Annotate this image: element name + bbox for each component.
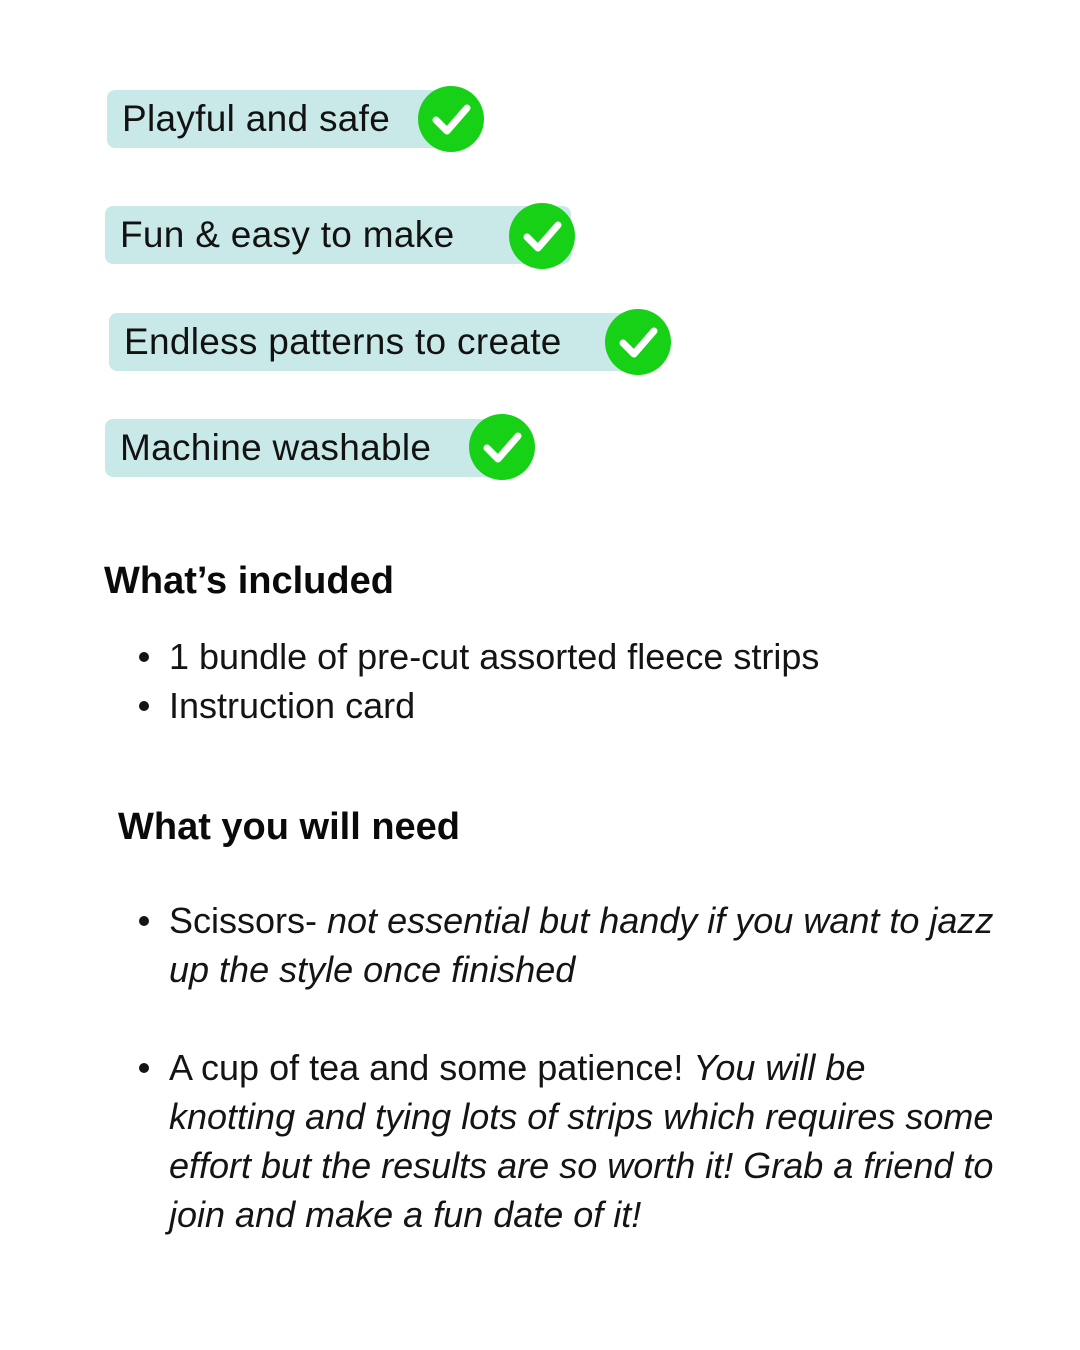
list-item: [137, 681, 997, 730]
check-circle-icon: [509, 203, 575, 269]
feature-pill-endless: [109, 313, 649, 371]
check-circle-icon: [469, 414, 535, 480]
bullet-dot: [139, 701, 149, 711]
need-heading: What you will need: [118, 806, 461, 848]
list-item: [137, 632, 997, 681]
bullet-dot: [139, 1063, 149, 1073]
feature-label: Machine washable: [120, 427, 432, 468]
feature-label: Playful and safe: [122, 98, 391, 139]
need-list: [137, 896, 997, 1239]
feature-pill-fun: [105, 206, 571, 264]
included-item-text: 1 bundle of pre-cut assorted fleece strips: [169, 636, 820, 677]
list-item: [137, 1043, 997, 1239]
feature-label: Fun & easy to make: [120, 214, 455, 255]
included-heading: What’s included: [104, 560, 394, 602]
included-item-text: Instruction card: [169, 685, 416, 726]
feature-pill-washable: [105, 419, 505, 477]
list-item: [137, 896, 997, 994]
included-list: [137, 632, 997, 730]
need-item-note: You will be knotting and tying lots of strips which requires some effort but the results are so worth it! Grab a friend to join and make a fun date of it!: [169, 1047, 994, 1235]
feature-label: Endless patterns to create: [124, 321, 562, 362]
need-item-note: not essential but handy if you want to jazz up the style once finished: [169, 900, 994, 990]
need-item-text: A cup of tea and some patience!: [169, 1047, 694, 1088]
bullet-dot: [139, 652, 149, 662]
feature-pill-playful: [107, 90, 457, 148]
need-item-text: Scissors-: [169, 900, 328, 941]
check-circle-icon: [418, 86, 484, 152]
bullet-dot: [139, 916, 149, 926]
check-circle-icon: [605, 309, 671, 375]
